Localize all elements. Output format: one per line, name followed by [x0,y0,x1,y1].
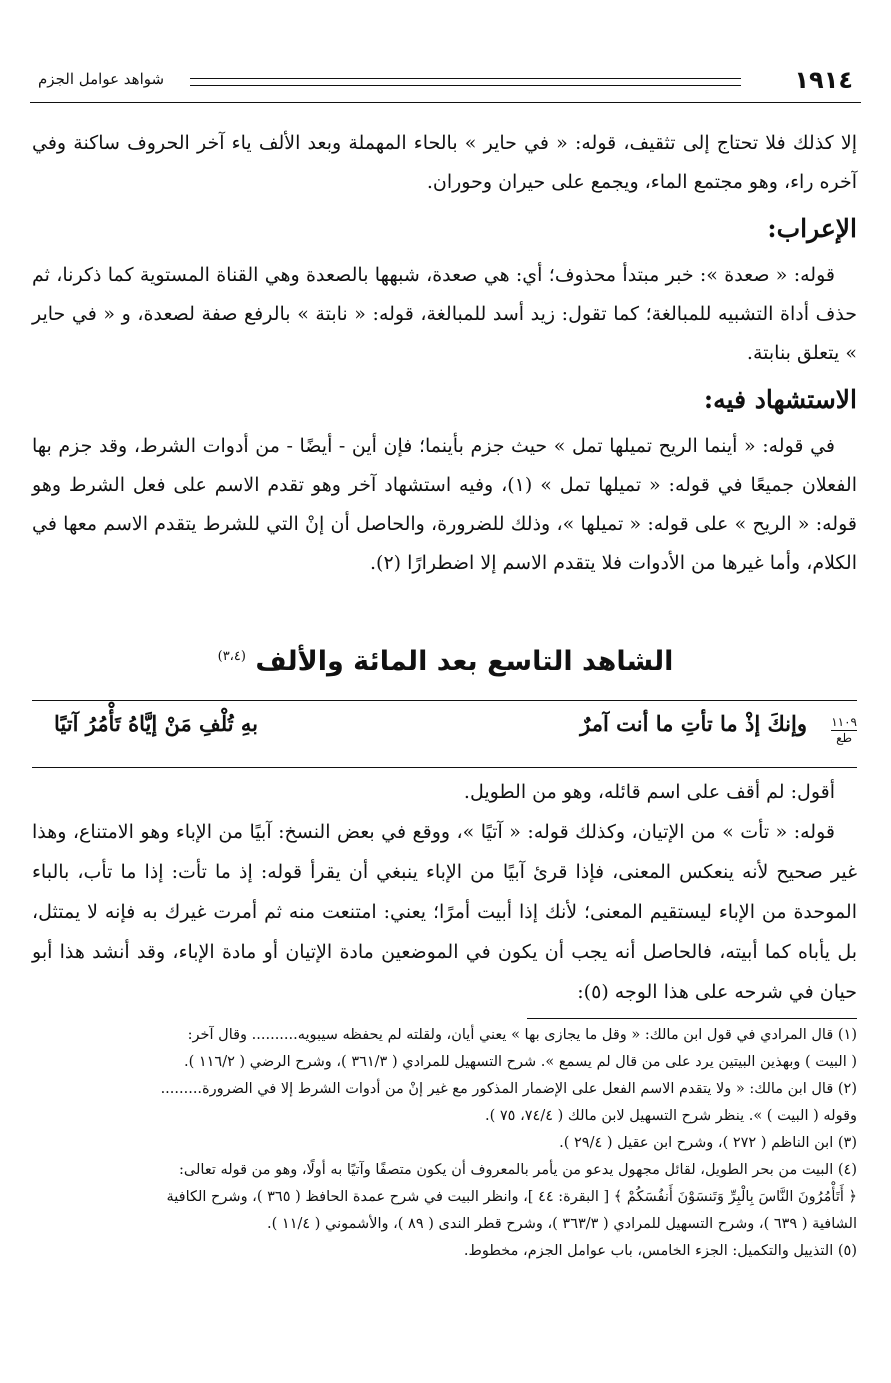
page-header [30,62,861,102]
footnote-4c: الشافية ( ٦٣٩ )، وشرح التسهيل للمرادي ( ٣٦٣/٣ )، وشرح قطر الندى ( ٨٩ )، والأشموني ( ١١/٤ ). [267,1216,857,1232]
header-divider [30,102,861,103]
footnote-4a: (٤) البيت من بحر الطويل، لقائل مجهول يدعو من يأمر بالمعروف أن يكون متصفًا وآتيًا به أولًا، وهو من قوله تعالى: [179,1162,857,1178]
intro-paragraph: إلا كذلك فلا تحتاج إلى تثقيف، قوله: « في حاير » بالحاء المهملة وبعد الألف ياء آخر الحروف ساكنة وفي آخره راء، وهو مجتمع الماء، ويجمع على حيران وحوران. [32,132,857,193]
running-title: شواهد عوامل الجزم [38,70,165,88]
section-title-note: (٣،٤) [217,649,246,664]
footnote-1b: ( البيت ) وبهذين البيتين يرد على من قال لم يسمع ». شرح التسهيل للمرادي ( ٣٦١/٣ )، وشرح الرضي ( ١١٦/٢ ). [183,1054,857,1070]
footnote-2a: (٢) قال ابن مالك: « ولا يتقدم الاسم الفعل على الإضمار المذكور مع غير إنْ من أدوات الشرط إلا في الضرورة......... [160,1081,857,1097]
section-title [0,646,891,677]
commentary-paragraph-2: قوله: « تأت » من الإتيان، وكذلك قوله: « آتيًا »، ووقع في بعض النسخ: آبيًا من الإباء وهو الامتناع، وهذا غير صحيح لأنه ينعكس المعنى، فإذا قرئ آبيًا من الإباء ينبغي أن يقرأ قوله: إذ ما تأت: إذا ما تأب، بالباء الموحدة من الإباء ليستقيم المعنى؛ لأنك إذا أبيت أمرًا؛ يعني: امتنعت منه ثم أمرت غيرك به فإنه لا يمتثل، بل يأباه كما أبيته، فالحاصل أنه يجب أن يكون في الموضعين مادة الإتيان أو مادة الإباء، وقد أنشد هذا أبو حيان في شرحه على هذا الوجه (٥): [32,821,857,1003]
verse-box [32,700,857,768]
istishhad-paragraph: في قوله: « أينما الريح تميلها تمل » حيث جزم بأينما؛ فإن أين - أيضًا - من أدوات الشرط، وقد جزم بها الفعلان جميعًا في قوله: « تميلها تمل » (١)، وفيه استشهاد آخر وهو تقدم الاسم على فعل الشرط وهو قوله: « الريح » على قوله: « تميلها »، وذلك للضرورة، والحاصل أن إنْ التي للشرط يتقدم الاسم معها في الكلام، وأما غيرها من الأدوات فلا يتقدم الاسم إلا اضطرارًا (٢). [32,435,858,574]
section-title-text: الشاهد التاسع بعد المائة والألف [255,646,674,677]
footnotes [32,1022,857,1265]
verse-number-tag: طع [836,731,853,745]
main-text [32,124,857,583]
footnote-4b: ﴿ أَتَأْمُرُونَ النَّاسَ بِالْبِرِّ وَتَنسَوْنَ أَنفُسَكُمْ ﴾ [ البقرة: ٤٤ ]، وانظر البيت في شرح عمدة الحافظ ( ٣٦٥ )، وشرح الكافية [166,1189,857,1205]
footnote-5: (٥) التذييل والتكميل: الجزء الخامس، باب عوامل الجزم، مخطوط. [463,1243,857,1259]
istishhad-heading: الاستشهاد فيه: [703,385,857,414]
header-double-rule [190,78,741,86]
commentary-paragraph-1: أقول: لم أقف على اسم قائله، وهو من الطويل. [463,781,835,803]
footnote-1a: (١) قال المرادي في قول ابن مالك: « وقل ما يجازى بها » يعني أيان، ولقلته لم يحفظه سيبويه.......... وقال آخر: [187,1027,857,1043]
i3rab-heading: الإعراب: [767,214,857,243]
verse-first-hemistich: وإنكَ إذْ ما تأتِ ما أنت آمرٌ [580,711,807,736]
footnote-2b: وقوله ( البيت ) ». ينظر شرح التسهيل لابن مالك ( ٧٤/٤، ٧٥ ). [485,1108,857,1124]
commentary-text [32,772,857,1012]
verse-number [831,715,857,745]
page-number: ١٩١٤ [794,66,853,94]
verse-second-hemistich: بهِ تُلْفِ مَنْ إيَّاهُ تَأْمُرُ آتيًا [54,711,259,736]
verse-number-value: ١١٠٩ [831,715,857,729]
footnote-rule [527,1018,857,1019]
i3rab-paragraph: قوله: « صعدة »: خبر مبتدأ محذوف؛ أي: هي صعدة، شبهها بالصعدة وهي القناة المستوية كما ذكرنا، ثم حذف أداة التشبيه للمبالغة؛ كما تقول: زيد أسد للمبالغة، قوله: « نابتة » بالرفع صفة لصعدة، و « في حاير » يتعلق بنابتة. [32,264,857,364]
footnote-3: (٣) ابن الناظم ( ٢٧٢ )، وشرح ابن عقيل ( ٢٩/٤ ). [559,1135,857,1151]
